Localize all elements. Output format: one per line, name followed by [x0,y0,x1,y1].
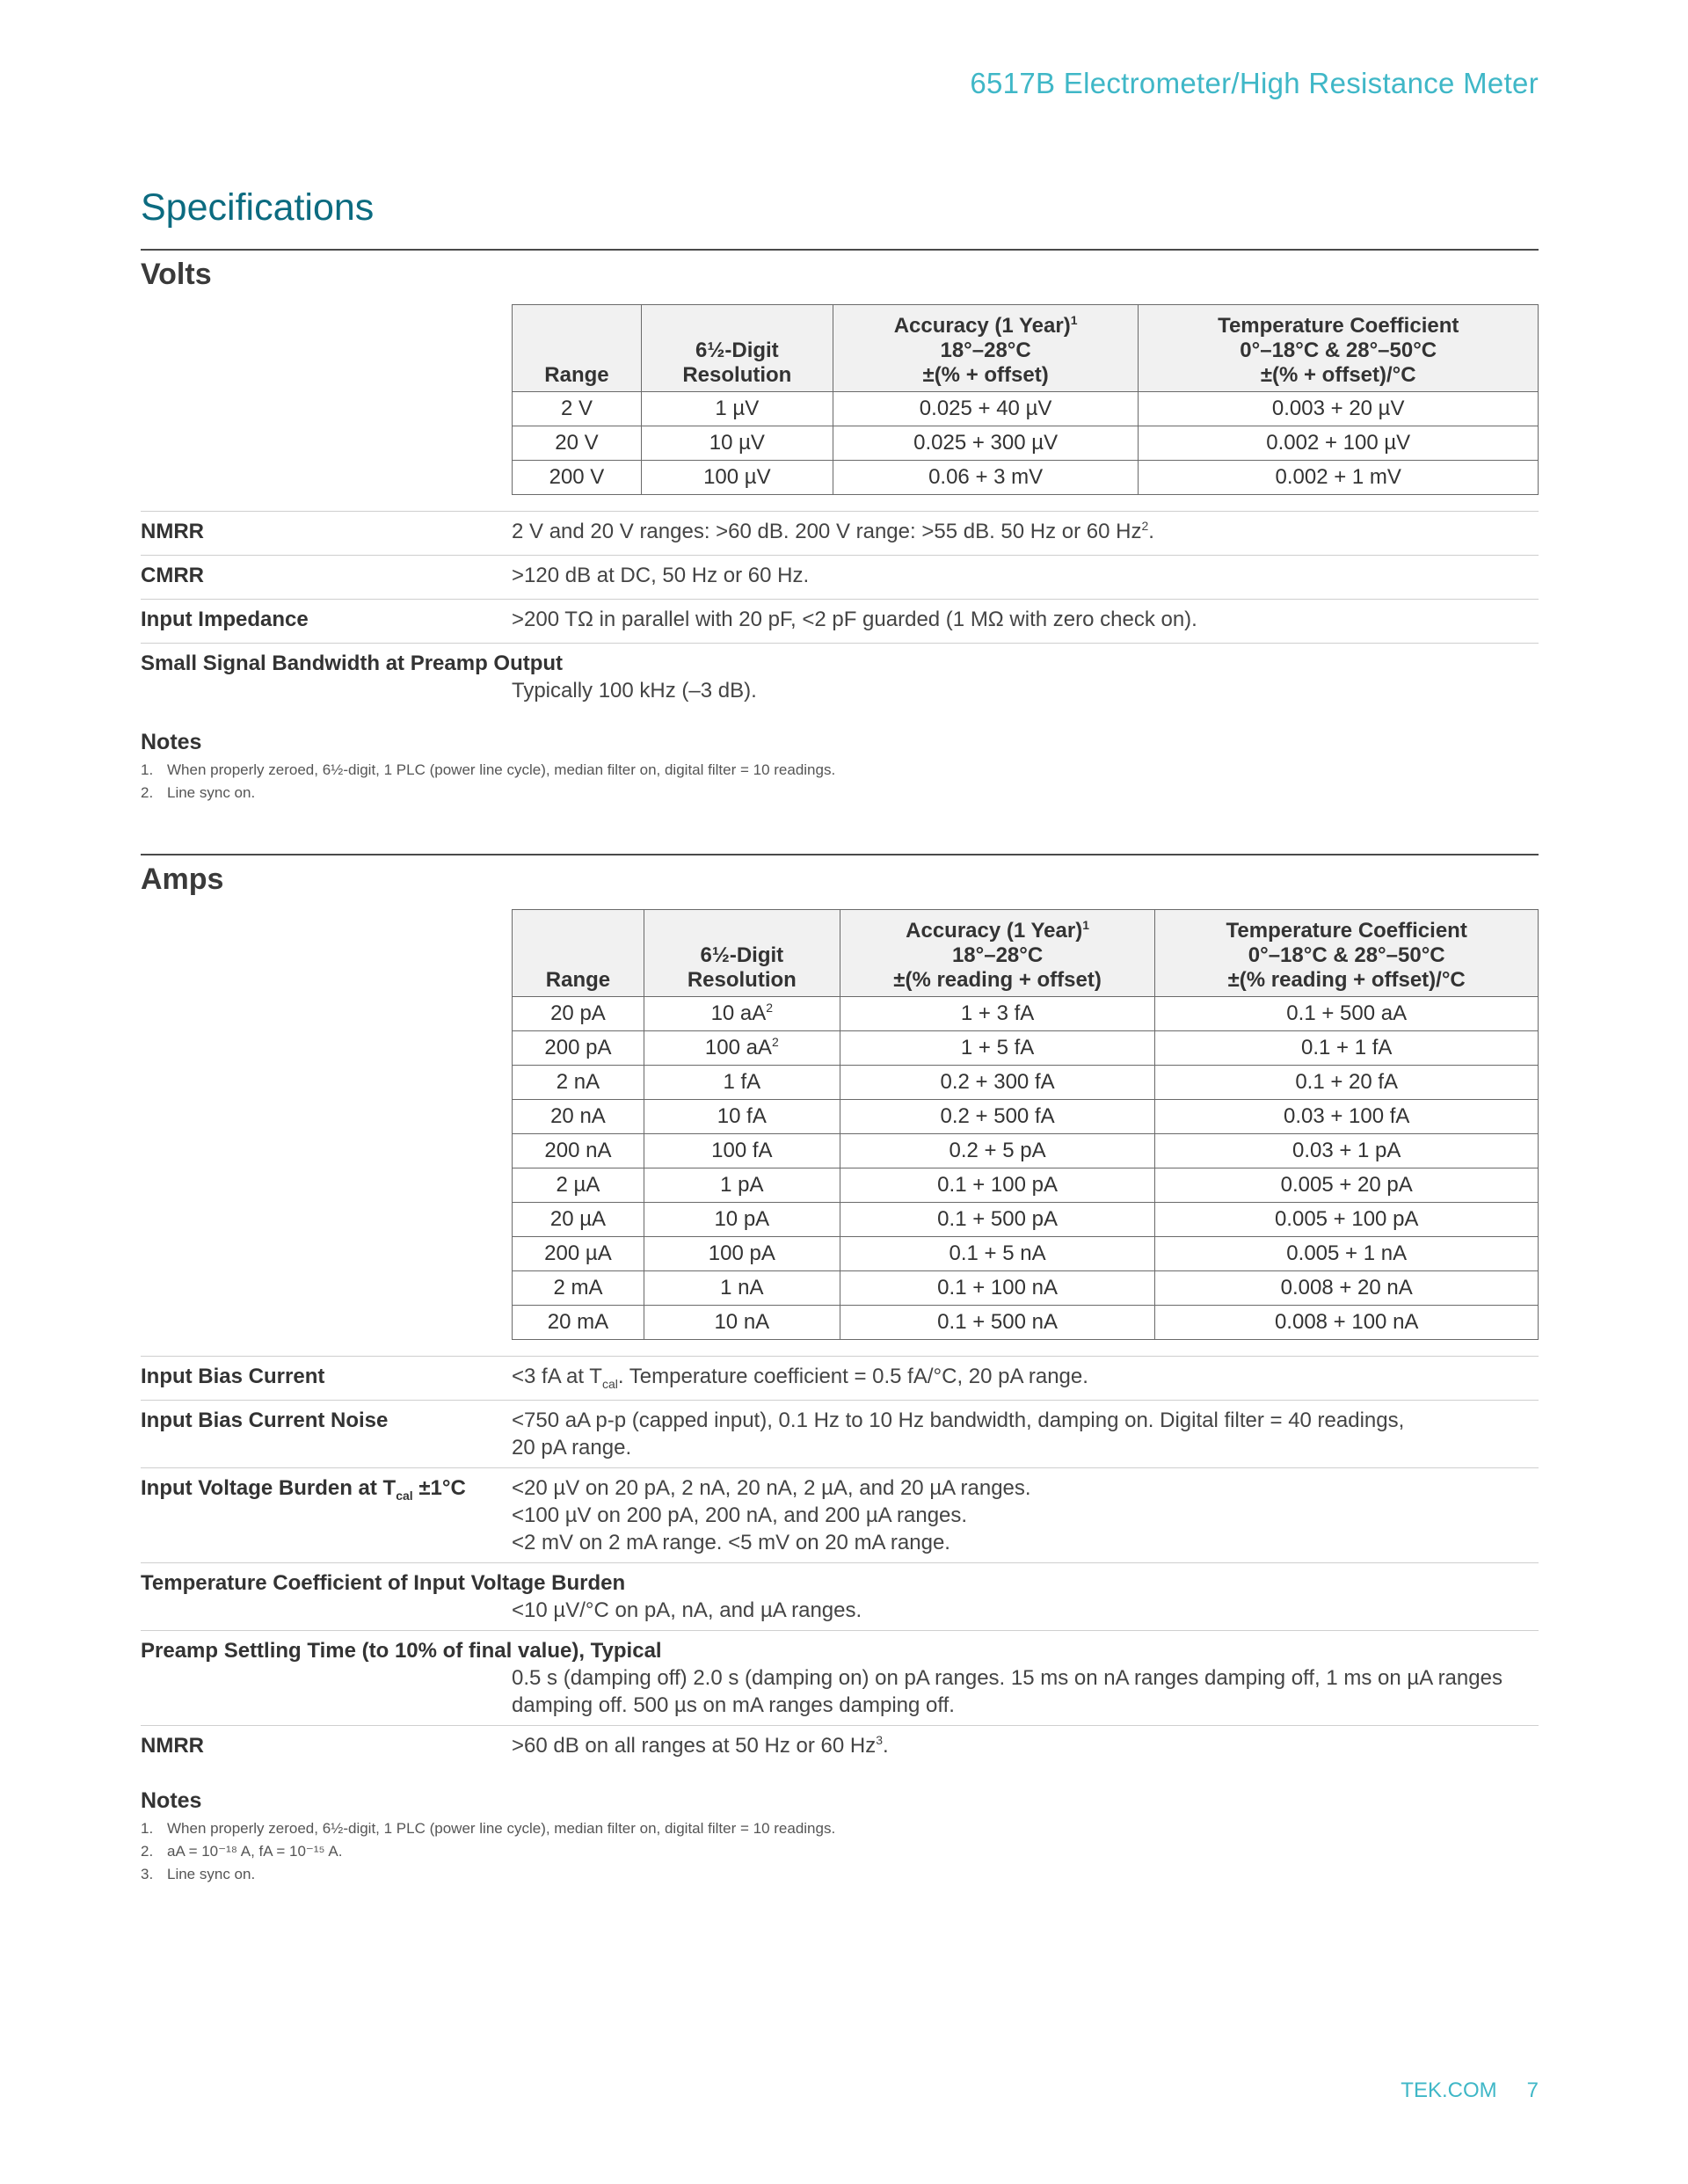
table-cell: 10 $aA^2$ [644,997,840,1031]
table-cell: 20 nA [513,1100,644,1134]
amps-header-range: Range [513,910,644,997]
spec-value: >60 dB on all ranges at 50 Hz or 60 Hz$^3$. [512,1733,889,1758]
amps-table-header-row [513,910,1539,997]
table-row [513,1168,1539,1203]
table-cell: 0.1 + 20 fA [1155,1066,1539,1100]
table-cell: 10 µV [641,426,833,461]
amps-header-resolution: 6½-Digit Resolution [644,910,840,997]
note-item: 2. Line sync on. [141,784,256,801]
spec-label: NMRR [141,1734,204,1758]
table-row [513,1134,1539,1168]
table-cell: 0.03 + 100 fA [1155,1100,1539,1134]
spec-value: <3 fA at $T_{cal}$. Temperature coefficient = 0.5 fA/°C, 20 pA range. [512,1365,1088,1391]
table-cell: 1 nA [644,1271,840,1306]
amps-spec-list [141,1356,1539,1769]
spec-row-nmrr [141,511,1539,555]
amps-header-tempco: Temperature Coefficient 0°–18°C & 28°–50°C ±(% reading + offset)/°C [1155,910,1539,997]
spec-row-small-signal-bandwidth [141,643,1539,710]
table-cell: 200 nA [513,1134,644,1168]
amps-spec-table [512,909,1539,1340]
volts-spec-table [512,304,1539,495]
table-row [513,1031,1539,1066]
volts-section [141,249,1539,804]
notes-title: Notes [141,730,202,754]
document-header-title: 6517B Electrometer/High Resistance Meter [970,67,1539,99]
table-cell: 10 nA [644,1306,840,1340]
volts-header-tempco: Temperature Coefficient 0°–18°C & 28°–50°C ±(% + offset)/°C [1139,305,1539,392]
table-row [513,1203,1539,1237]
volts-section-title: Volts [141,258,212,291]
spec-label: Small Signal Bandwidth at Preamp Output [141,652,564,675]
table-cell: 0.002 + 100 µV [1139,426,1539,461]
amps-section-title: Amps [141,863,224,896]
spec-value: >120 dB at DC, 50 Hz or 60 Hz. [512,564,810,587]
table-cell: 2 µA [513,1168,644,1203]
table-cell: 1 fA [644,1066,840,1100]
table-cell: 0.008 + 100 nA [1155,1306,1539,1340]
note-item: 3. Line sync on. [141,1866,256,1882]
table-cell: 20 pA [513,997,644,1031]
spec-label: Input Voltage Burden at $T_{cal} \pm 1^\circ C$ [141,1476,466,1503]
notes-title: Notes [141,1788,202,1813]
table-cell: 1 + 3 fA [840,997,1155,1031]
spec-label: Preamp Settling Time (to 10% of final value), Typical [141,1639,662,1663]
table-cell: 100 fA [644,1134,840,1168]
table-cell: 0.1 + 5 nA [840,1237,1155,1271]
table-cell: 0.2 + 300 fA [840,1066,1155,1100]
amps-notes [141,1788,1539,1886]
table-cell: 0.1 + 500 nA [840,1306,1155,1340]
spec-label: Input Impedance [141,608,309,631]
spec-row-preamp-settling-time [141,1630,1539,1725]
volts-spec-list [141,511,1539,710]
spec-row-input-voltage-burden [141,1467,1539,1562]
table-cell: 0.1 + 1 fA [1155,1031,1539,1066]
table-row [513,997,1539,1031]
table-cell: 1 µV [641,392,833,426]
spec-row-tempco-voltage-burden [141,1562,1539,1630]
table-cell: 0.005 + 1 nA [1155,1237,1539,1271]
table-row [513,1100,1539,1134]
table-cell: 20 µA [513,1203,644,1237]
volts-notes [141,730,1539,804]
table-row [513,392,1539,426]
spec-row-input-bias-current [141,1356,1539,1400]
table-cell: 200 pA [513,1031,644,1066]
table-cell: 0.002 + 1 mV [1139,461,1539,495]
table-cell: 0.1 + 500 aA [1155,997,1539,1031]
table-cell: 0.005 + 20 pA [1155,1168,1539,1203]
volts-header-range: Range [513,305,642,392]
table-cell: 0.025 + 40 µV [833,392,1139,426]
spec-row-input-impedance [141,599,1539,643]
spec-value: <750 aA p-p (capped input), 0.1 Hz to 10 Hz bandwidth, damping on. Digital filter = 40 readings, 20 pA range. [512,1409,1405,1460]
spec-label: Input Bias Current Noise [141,1409,389,1432]
table-cell: 0.2 + 5 pA [840,1134,1155,1168]
table-row [513,461,1539,495]
spec-row-input-bias-current-noise [141,1400,1539,1467]
main-content [141,186,1539,1886]
note-item: 1. When properly zeroed, 6½-digit, 1 PLC (power line cycle), median filter on, digital filter = 10 readings. [141,1820,836,1837]
spec-row-nmrr [141,1725,1539,1769]
table-cell: 200 V [513,461,642,495]
table-cell: 0.1 + 100 pA [840,1168,1155,1203]
table-cell: 200 µA [513,1237,644,1271]
table-cell: 0.1 + 500 pA [840,1203,1155,1237]
spec-value: 2 V and 20 V ranges: >60 dB. 200 V range: >55 dB. 50 Hz or 60 Hz$^2$. [512,519,1154,543]
table-cell: 0.2 + 500 fA [840,1100,1155,1134]
spec-label: NMRR [141,520,204,543]
table-cell: 10 pA [644,1203,840,1237]
spec-label: Temperature Coefficient of Input Voltage Burden [141,1571,626,1595]
table-cell: 0.008 + 20 nA [1155,1271,1539,1306]
table-row [513,1066,1539,1100]
table-cell: 0.1 + 100 nA [840,1271,1155,1306]
table-cell: 0.005 + 100 pA [1155,1203,1539,1237]
table-cell: 2 V [513,392,642,426]
note-item: 1. When properly zeroed, 6½-digit, 1 PLC (power line cycle), median filter on, digital filter = 10 readings. [141,761,836,778]
table-cell: 10 fA [644,1100,840,1134]
footer-site-link[interactable]: TEK.COM [1401,2078,1497,2102]
spec-label: Input Bias Current [141,1365,325,1388]
table-cell: 1 pA [644,1168,840,1203]
table-row [513,1237,1539,1271]
volts-header-resolution: 6½-Digit Resolution [641,305,833,392]
page-number: 7 [1526,2078,1539,2102]
table-cell: 0.003 + 20 µV [1139,392,1539,426]
table-cell: 100 pA [644,1237,840,1271]
table-cell: 100 µV [641,461,833,495]
table-cell: 0.025 + 300 µV [833,426,1139,461]
spec-label: CMRR [141,564,204,587]
table-row [513,1271,1539,1306]
table-cell: 1 + 5 fA [840,1031,1155,1066]
page-title: Specifications [141,186,375,229]
table-cell: 0.06 + 3 mV [833,461,1139,495]
table-cell: 2 nA [513,1066,644,1100]
amps-section [141,854,1539,1886]
spec-value: Typically 100 kHz (–3 dB). [512,679,757,703]
spec-row-cmrr [141,555,1539,599]
volts-table-header-row [513,305,1539,392]
page-footer [1401,2078,1539,2103]
spec-value: 0.5 s (damping off) 2.0 s (damping on) on pA ranges. 15 ms on nA ranges damping off, 1 ms on µA ranges damping off. 500 µs on mA ranges damping off. [512,1666,1502,1717]
amps-header-accuracy: Accuracy (1 Year)$^1$ 18°–28°C ±(% reading + offset) [840,910,1155,997]
table-cell: 20 mA [513,1306,644,1340]
table-cell: 2 mA [513,1271,644,1306]
note-item: 2. aA = 10⁻¹⁸ A, fA = 10⁻¹⁵ A. [141,1843,343,1860]
table-cell: 0.03 + 1 pA [1155,1134,1539,1168]
table-row [513,1306,1539,1340]
table-cell: 100 $aA^2$ [644,1031,840,1066]
spec-value: <10 µV/°C on pA, nA, and µA ranges. [512,1598,862,1622]
spec-value: <20 µV on 20 pA, 2 nA, 20 nA, 2 µA, and 20 µA ranges. <100 µV on 200 pA, 200 nA, and 200 µA ranges. <2 mV on 2 mA range. <5 mV on 20 mA range. [512,1476,1031,1554]
volts-header-accuracy: Accuracy (1 Year)$^1$ 18°–28°C ±(% + offset) [833,305,1139,392]
table-cell: 20 V [513,426,642,461]
spec-value: >200 TΩ in parallel with 20 pF, <2 pF guarded (1 MΩ with zero check on). [512,608,1197,631]
table-row [513,426,1539,461]
